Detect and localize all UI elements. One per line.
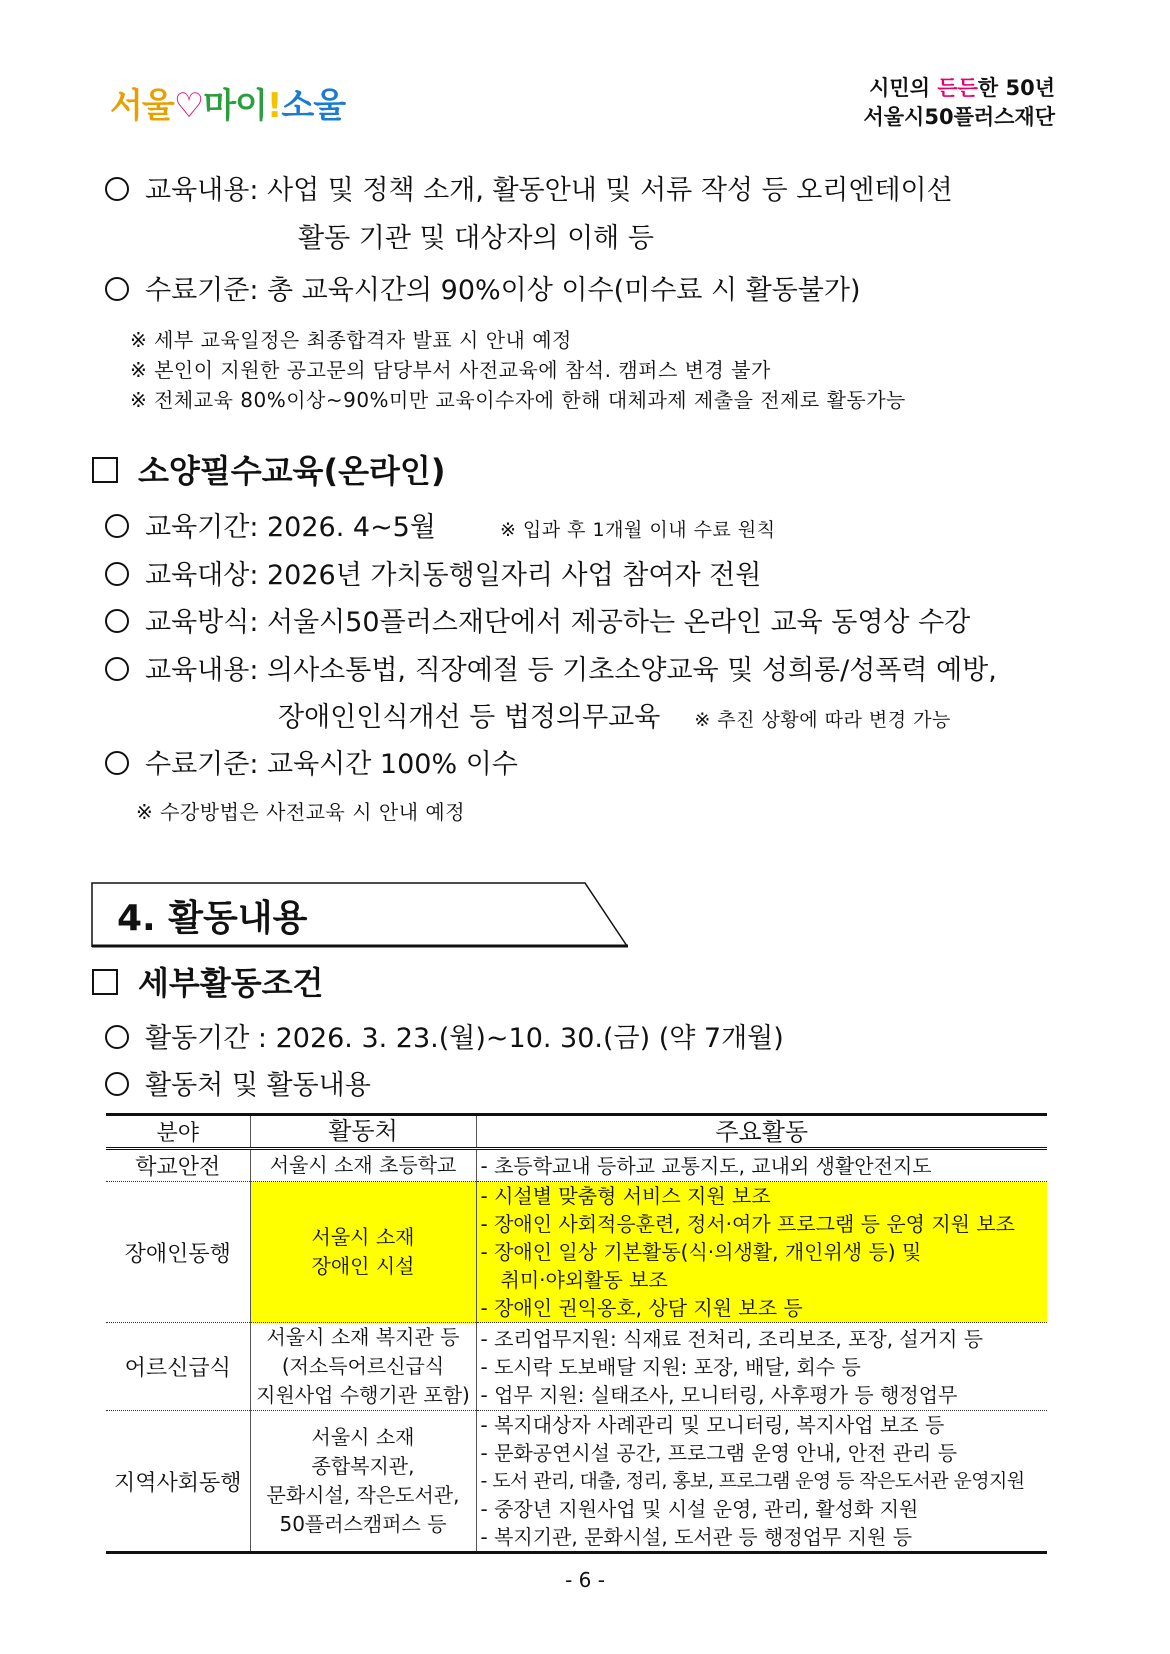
row-activities: - 조리업무지원: 식재료 전처리, 조리보조, 포장, 설거지 등 - 도시락 도보배달 지원: 포장, 배달, 회수 등 - 업무 지원: 실태조사, 모니터링, 사후평가 등 행정업무 bbox=[480, 1326, 984, 1407]
activity-period: 활동기간 : 2026. 3. 23.(월)~10. 30.(금) (약 7개월) bbox=[105, 1016, 784, 1055]
page-header bbox=[0, 0, 1170, 140]
circle-bullet-icon bbox=[105, 177, 129, 201]
online-edu-target: 교육대상: 2026년 가치동행일자리 사업 참여자 전원 bbox=[105, 553, 761, 592]
section-title-box bbox=[91, 882, 629, 948]
circle-bullet-icon bbox=[105, 1072, 129, 1096]
activity-places: 활동처 및 활동내용 bbox=[105, 1063, 371, 1102]
section-title: 4. 활동내용 bbox=[117, 898, 308, 939]
note-line: ※ 본인이 지원한 공고문의 담당부서 사전교육에 참석. 캠퍼스 변경 불가 bbox=[130, 358, 771, 382]
circle-bullet-icon bbox=[105, 1025, 129, 1049]
header-activities: 주요활동 bbox=[476, 1115, 1047, 1149]
row-place: 서울시 소재 초등학교 bbox=[250, 1149, 476, 1182]
table-row bbox=[106, 1182, 1047, 1323]
table-row bbox=[106, 1323, 1047, 1411]
row-field: 학교안전 bbox=[106, 1149, 250, 1182]
edu-content-continuation: 활동 기관 및 대상자의 이해 등 bbox=[298, 223, 654, 254]
row-activities: - 초등학교내 등하교 교통지도, 교내외 생활안전지도 bbox=[480, 1153, 932, 1178]
online-edu-period: 교육기간: 2026. 4~5월 ※ 입과 후 1개월 이내 수료 원칙 bbox=[105, 505, 776, 544]
square-bullet-icon bbox=[92, 969, 118, 995]
completion-line: 수료기준: 총 교육시간의 90%이상 이수(미수료 시 활동불가) bbox=[105, 268, 860, 307]
table-header-row bbox=[106, 1115, 1047, 1149]
online-edu-note: ※ 수강방법은 사전교육 시 안내 예정 bbox=[136, 800, 466, 824]
online-edu-method: 교육방식: 서울시50플러스재단에서 제공하는 온라인 교육 동영상 수강 bbox=[105, 600, 970, 639]
circle-bullet-icon bbox=[105, 609, 129, 633]
heart-icon: ♡ bbox=[173, 86, 204, 126]
row-field: 장애인동행 bbox=[106, 1182, 250, 1323]
online-edu-heading: 소양필수교육(온라인) bbox=[92, 446, 445, 492]
page-number: - 6 - bbox=[565, 1568, 605, 1592]
activity-conditions-heading: 세부활동조건 bbox=[92, 958, 323, 1004]
organization-name: 시민의 든든한 50년 서울시50플러스재단 bbox=[863, 76, 1055, 129]
circle-bullet-icon bbox=[105, 514, 129, 538]
row-place: 서울시 소재 장애인 시설 bbox=[250, 1182, 476, 1323]
row-place: 서울시 소재 종합복지관, 문화시설, 작은도서관, 50플러스캠퍼스 등 bbox=[250, 1411, 476, 1553]
row-field: 지역사회동행 bbox=[106, 1411, 250, 1553]
row-field: 어르신급식 bbox=[106, 1323, 250, 1411]
circle-bullet-icon bbox=[105, 562, 129, 586]
note-line: ※ 전체교육 80%이상~90%미만 교육이수자에 한해 대체과제 제출을 전제로 활동가능 bbox=[130, 388, 906, 412]
header-field: 분야 bbox=[106, 1115, 250, 1149]
header-place: 활동처 bbox=[250, 1115, 476, 1149]
activity-table bbox=[106, 1113, 1047, 1554]
online-edu-content: 교육내용: 의사소통법, 직장예절 등 기초소양교육 및 성희롱/성폭력 예방, bbox=[105, 648, 997, 687]
circle-bullet-icon bbox=[105, 751, 129, 775]
note-line: ※ 세부 교육일정은 최종합격자 발표 시 안내 예정 bbox=[130, 328, 572, 352]
edu-content-line: 교육내용: 사업 및 정책 소개, 활동안내 및 서류 작성 등 오리엔테이션 bbox=[105, 168, 953, 207]
square-bullet-icon bbox=[92, 457, 118, 483]
online-edu-content-continuation: 장애인인식개선 등 법정의무교육 ※ 추진 상황에 따라 변경 가능 bbox=[278, 702, 951, 733]
online-edu-completion: 수료기준: 교육시간 100% 이수 bbox=[105, 742, 518, 781]
row-place: 서울시 소재 복지관 등 (저소득어르신급식 지원사업 수행기관 포함) bbox=[250, 1323, 476, 1411]
circle-bullet-icon bbox=[105, 277, 129, 301]
row-activities: - 복지대상자 사례관리 및 모니터링, 복지사업 보조 등 - 문화공연시설 공간, 프로그램 운영 안내, 안전 관리 등 - 도서 관리, 대출, 정리, 홍보, 프로그램 운영 등 작은도서관 운영지원 - 중장년 지원사업 및 시설 운영, 관리, 활성화 지원 - 복지기관, 문화시설, 도서관 등 행정업무 지원 등 bbox=[480, 1413, 1025, 1549]
table-row bbox=[106, 1411, 1047, 1553]
seoul-my-soul-logo: 서울♡마이!소울 bbox=[110, 86, 346, 126]
table-row bbox=[106, 1149, 1047, 1182]
circle-bullet-icon bbox=[105, 657, 129, 681]
row-activities: - 시설별 맞춤형 서비스 지원 보조 - 장애인 사회적응훈련, 정서·여가 프로그램 등 운영 지원 보조 - 장애인 일상 기본활동(식·의생활, 개인위생 등) 및 취미·야외활동 보조 - 장애인 권익옹호, 상담 지원 보조 등 bbox=[476, 1182, 1047, 1323]
